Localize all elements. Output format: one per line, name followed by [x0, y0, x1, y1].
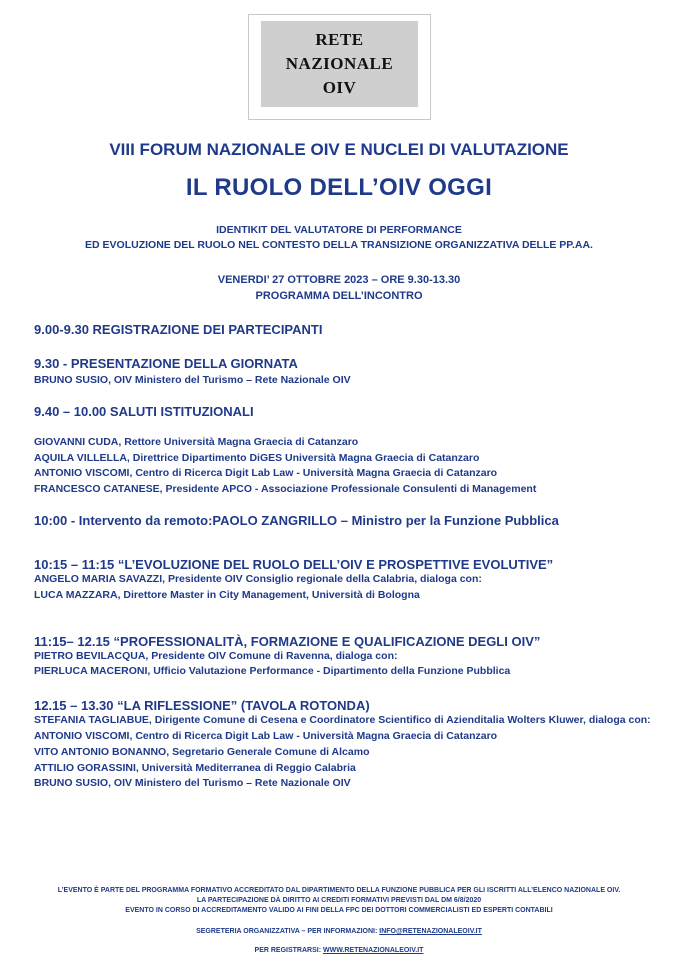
subtitle-line-1: IDENTIKIT DEL VALUTATORE DI PERFORMANCE — [216, 224, 462, 236]
subtitle-line-2: ED EVOLUZIONE DEL RUOLO NEL CONTESTO DELLA TRANSIZIONE ORGANIZZATIVA DELLE PP.AA. — [85, 239, 593, 251]
evolution-speaker: ANGELO MARIA SAVAZZI, Presidente OIV Consiglio regionale della Calabria, dialoga con: — [34, 572, 482, 585]
greetings-speaker: FRANCESCO CATANESE, Presidente APCO - Associazione Professionale Consulenti di Management — [34, 483, 537, 496]
footer-line-1: L’EVENTO È PARTE DEL PROGRAMMA FORMATIVO ACCREDITATO DAL DIPARTIMENTO DELLA FUNZIONE PUBBLICA PER GLI ISCRITTI ALL’ELENCO NAZIONALE OIV. — [57, 887, 621, 894]
event-date: VENERDI’ 27 OTTOBRE 2023 – ORE 9.30-13.30 — [217, 274, 461, 286]
footer-line-3: EVENTO IN CORSO DI ACCREDITAMENTO VALIDO AI FINI DELLA FPC DEI DOTTORI COMMERCIALISTI ED ESPERTI CONTABILI — [125, 907, 553, 914]
register-label: PER REGISTRARSI: — [254, 947, 323, 954]
presentation-title: 9.30 - PRESENTAZIONE DELLA GIORNATA — [34, 356, 298, 371]
secretariat-label: SEGRETERIA ORGANIZZATIVA – PER INFORMAZIONI: — [196, 928, 380, 935]
professionalism-session-title: 11:15– 12.15 “PROFESSIONALITÀ, FORMAZIONE E QUALIFICAZIONE DEGLI OIV” — [34, 633, 541, 649]
footer-line-2: LA PARTECIPAZIONE DÀ DIRITTO AI CREDITI FORMATIVI PREVISTI DAL DM 6/8/2020 — [196, 897, 482, 904]
presentation-speaker: BRUNO SUSIO, OIV Ministero del Turismo – Rete Nazionale OIV — [34, 374, 351, 386]
forum-heading: VIII FORUM NAZIONALE OIV E NUCLEI DI VALUTAZIONE — [109, 140, 569, 159]
logo-line-3: OIV — [322, 78, 357, 97]
professionalism-speaker: PIETRO BEVILACQUA, Presidente OIV Comune di Ravenna, dialoga con: — [34, 649, 398, 662]
email-link[interactable]: INFO@RETENAZIONALEOIV.IT — [379, 928, 482, 935]
program-heading: PROGRAMMA DELL’INCONTRO — [255, 290, 423, 302]
remote-intervention: 10:00 - Intervento da remoto:PAOLO ZANGRILLO – Ministro per la Funzione Pubblica — [34, 512, 559, 528]
evolution-session-title: 10:15 – 11:15 “L’EVOLUZIONE DEL RUOLO DELL’OIV E PROSPETTIVE EVOLUTIVE” — [34, 556, 554, 572]
evolution-speaker: LUCA MAZZARA, Direttore Master in City Management, Università di Bologna — [34, 588, 420, 601]
logo-line-1: RETE — [315, 30, 364, 49]
registration-info — [0, 947, 678, 954]
professionalism-speaker: PIERLUCA MACERONI, Ufficio Valutazione Performance - Dipartimento della Funzione Pubblica — [34, 665, 511, 678]
subtitle — [0, 223, 678, 253]
greetings-speaker: ANTONIO VISCOMI, Centro di Ricerca Digit Lab Law - Università Magna Graecia di Catanzaro — [34, 467, 498, 480]
program — [34, 322, 654, 792]
website-link[interactable]: WWW.RETENAZIONALEOIV.IT — [322, 947, 424, 954]
accreditation-notes — [0, 886, 678, 916]
greetings-title: 9.40 – 10.00 SALUTI ISTITUZIONALI — [34, 403, 254, 419]
logo-box — [261, 21, 418, 107]
roundtable-speaker: BRUNO SUSIO, OIV Ministero del Turismo – Rete Nazionale OIV — [34, 777, 351, 790]
logo-line-2: NAZIONALE — [285, 54, 394, 73]
roundtable-speaker: STEFANIA TAGLIABUE, Dirigente Comune di Cesena e Coordinatore Scientifico di Azienditalia Wolters Kluwer, dialoga con: — [34, 714, 651, 727]
roundtable-speaker: VITO ANTONIO BONANNO, Segretario Generale Comune di Alcamo — [34, 745, 370, 758]
event-date-block — [0, 272, 678, 304]
page-title: IL RUOLO DELL’OIV OGGI — [185, 174, 493, 201]
organizing-secretariat — [0, 928, 678, 935]
greetings-speaker: AQUILA VILLELLA, Direttrice Dipartimento DiGES Università Magna Graecia di Catanzaro — [34, 451, 480, 464]
greetings-speaker: GIOVANNI CUDA, Rettore Università Magna Graecia di Catanzaro — [34, 435, 359, 448]
roundtable-title: 12.15 – 13.30 “LA RIFLESSIONE” (TAVOLA ROTONDA) — [34, 698, 370, 714]
logo — [248, 14, 431, 120]
registration-title: 9.00-9.30 REGISTRAZIONE DEI PARTECIPANTI — [34, 322, 323, 337]
roundtable-speaker: ANTONIO VISCOMI, Centro di Ricerca Digit Lab Law - Università Magna Graecia di Catanzaro — [34, 729, 498, 742]
roundtable-speaker: ATTILIO GORASSINI, Università Mediterranea di Reggio Calabria — [34, 761, 356, 774]
